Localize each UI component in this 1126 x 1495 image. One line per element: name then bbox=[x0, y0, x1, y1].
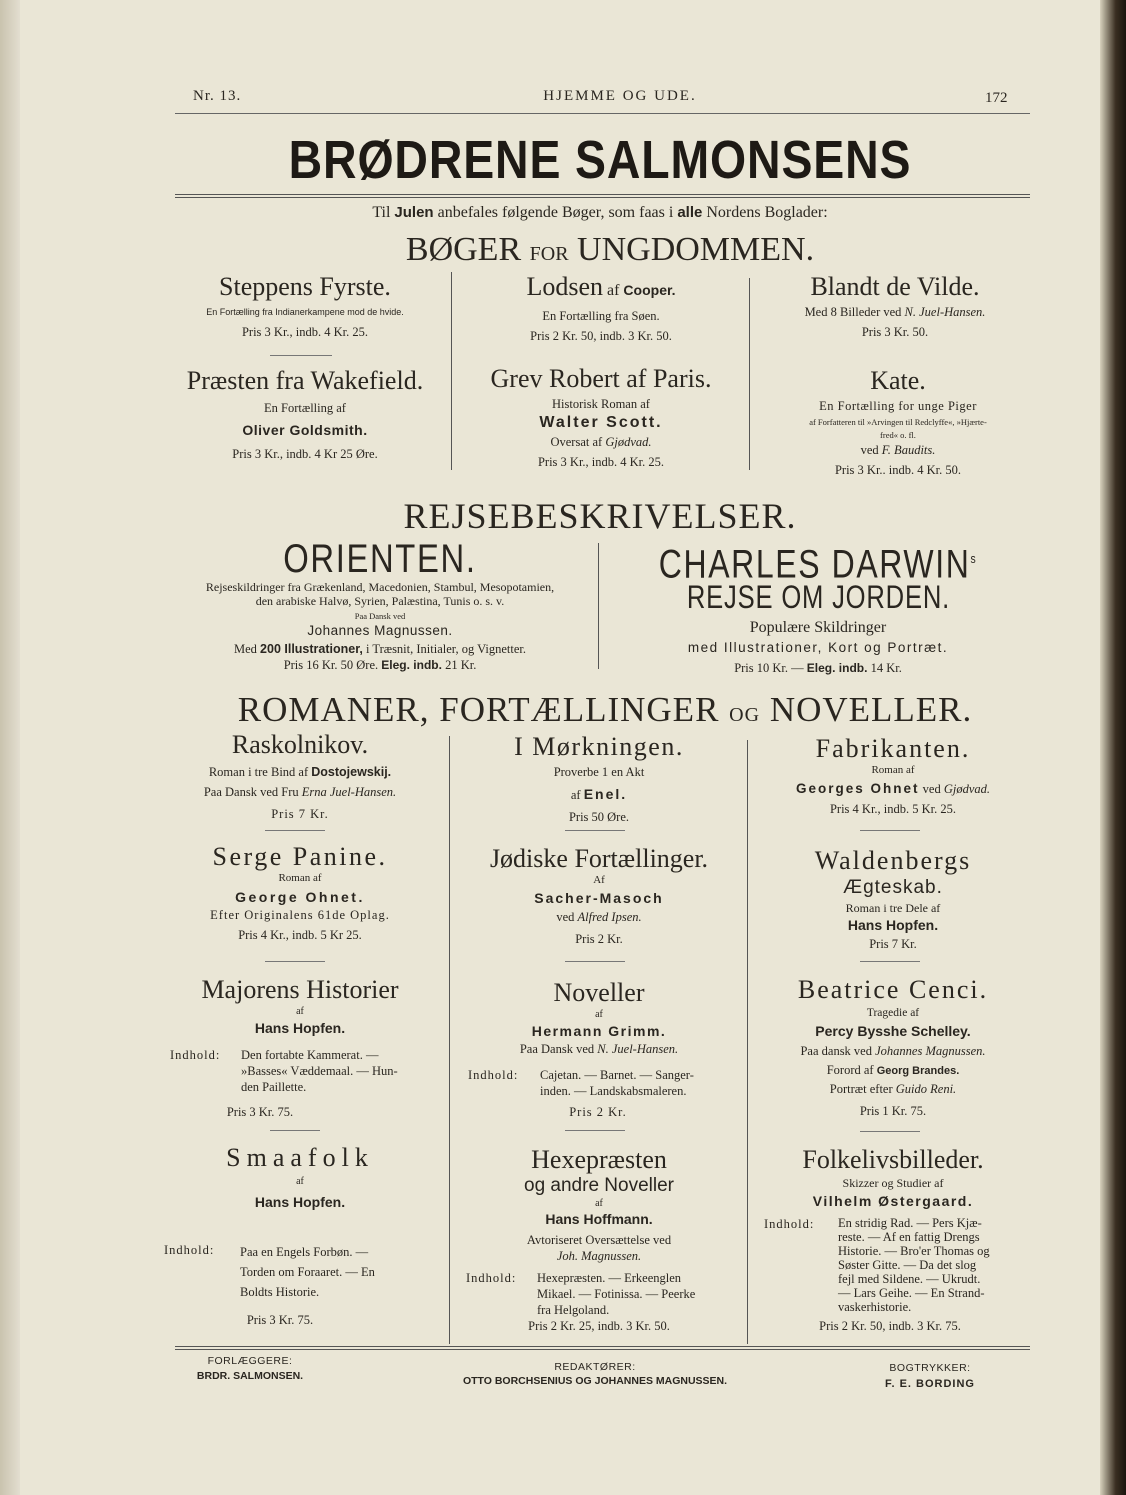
intro-pre: Til bbox=[372, 204, 395, 221]
book-price: Pris 3 Kr., indb. 4 Kr. 25. bbox=[241, 325, 369, 339]
content-line: reste. — Af en fattig Drengs bbox=[838, 1230, 980, 1244]
book-title: Fabrikanten. bbox=[815, 734, 971, 763]
book-price: Pris 16 Kr. 50 Øre. bbox=[283, 658, 382, 672]
book-desc-4: i Træsnit, Initialer, og Vignetter. bbox=[362, 642, 526, 656]
book-af: af bbox=[296, 1176, 304, 1187]
footer-publishers-label: FORLÆGGERE: bbox=[207, 1355, 293, 1367]
book-price: Pris 2 Kr. 50, indb. 3 Kr. 75. bbox=[819, 1319, 961, 1333]
book-author: Georges Ohnet bbox=[795, 781, 920, 796]
book-price: Pris 7 Kr. bbox=[869, 937, 917, 951]
book-translator: N. Juel-Hansen. bbox=[597, 1042, 679, 1056]
content-line: »Basses« Væddemaal. — Hun- bbox=[241, 1064, 398, 1078]
book-title: Beatrice Cenci. bbox=[797, 975, 989, 1004]
book-desc: Tragedie af bbox=[866, 1007, 920, 1019]
content-line: En stridig Rad. — Pers Kjæ- bbox=[838, 1216, 982, 1230]
title-rule bbox=[175, 194, 1030, 195]
book-praesten bbox=[165, 366, 445, 462]
book-price: Pris 1 Kr. 75. bbox=[859, 1104, 927, 1118]
book-af: af bbox=[595, 1009, 603, 1020]
content-line: Historie. — Bro'er Thomas og bbox=[838, 1244, 990, 1258]
book-author: Oliver Goldsmith. bbox=[242, 422, 368, 438]
content-line: Torden om Foraaret. — En bbox=[240, 1265, 375, 1279]
book-foreword-label: Forord af bbox=[826, 1063, 877, 1077]
issue-number: Nr. 13. bbox=[193, 88, 242, 104]
book-author: Hans Hopfen. bbox=[847, 917, 939, 933]
book-title: I Mørkningen. bbox=[514, 732, 684, 761]
book-title-2: og andre Noveller bbox=[524, 1175, 674, 1196]
book-price-2: 21 Kr. bbox=[441, 658, 477, 672]
book-author: Hans Hopfen. bbox=[254, 1020, 346, 1036]
rule bbox=[565, 961, 625, 962]
book-translator-label: ved bbox=[919, 782, 944, 796]
book-majorens bbox=[160, 975, 440, 1038]
book-raskolnikov bbox=[160, 730, 440, 822]
intro-alle: alle bbox=[677, 204, 703, 221]
content-line: fra Helgoland. bbox=[537, 1303, 610, 1317]
book-translator-label: Paa Dansk ved bbox=[354, 611, 406, 621]
book-fabrikanten bbox=[756, 734, 1030, 817]
rule bbox=[265, 961, 325, 962]
book-title: Hexepræsten bbox=[531, 1145, 667, 1174]
book-price: Pris 2 Kr. 50, indb. 3 Kr. 50. bbox=[530, 329, 672, 343]
footer-publishers: BRDR. SALMONSEN. bbox=[196, 1370, 304, 1382]
book-author: Cooper. bbox=[623, 282, 676, 298]
content-label: Indhold: bbox=[466, 1271, 517, 1285]
book-bound: Eleg. indb. bbox=[381, 658, 442, 672]
book-title: CHARLES DARWIN bbox=[658, 542, 971, 580]
book-kate bbox=[762, 366, 1034, 478]
section-novels-a: ROMANER, FORTÆLLINGER bbox=[237, 690, 730, 729]
footer-printer-label: BOGTRYKKER: bbox=[889, 1362, 971, 1374]
content-label: Indhold: bbox=[764, 1217, 815, 1231]
rule bbox=[265, 830, 325, 831]
binding-shadow bbox=[0, 0, 20, 1495]
book-translator-label: Avtoriseret Oversættelse ved bbox=[526, 1233, 672, 1247]
book-price: Pris 3 Kr., indb. 4 Kr. 25. bbox=[537, 455, 665, 469]
book-jodiske bbox=[458, 844, 740, 947]
intro-julen: Julen bbox=[394, 204, 434, 221]
book-title: Serge Panine. bbox=[212, 842, 388, 871]
page-edge bbox=[1100, 0, 1126, 1495]
book-author: Vilhelm Østergaard. bbox=[812, 1193, 974, 1209]
book-desc: Roman af bbox=[871, 764, 915, 776]
footer-rule bbox=[175, 1346, 1030, 1347]
book-price: Pris 2 Kr. 25, indb. 3 Kr. 50. bbox=[528, 1319, 670, 1333]
book-price: Pris 3 Kr.. indb. 4 Kr. 50. bbox=[834, 463, 962, 477]
book-desc: En Fortælling fra Indianerkampene mod de hvide. bbox=[206, 307, 404, 317]
footer-rule-2 bbox=[175, 1349, 1030, 1350]
book-author: Hans Hoffmann. bbox=[545, 1211, 653, 1227]
book-title-suffix: s bbox=[970, 551, 978, 566]
book-translator-label: Paa Dansk ved Fru bbox=[203, 785, 302, 799]
publisher-title-box bbox=[150, 127, 1050, 193]
book-translator: Erna Juel-Hansen. bbox=[301, 785, 397, 799]
content-label: Indhold: bbox=[164, 1243, 215, 1257]
book-desc-3: Med bbox=[234, 642, 261, 656]
book-title: Smaafolk bbox=[226, 1143, 374, 1172]
book-illustrations: 200 Illustrationer, bbox=[260, 642, 363, 656]
content-line: Mikael. — Fotinissa. — Peerke bbox=[537, 1287, 696, 1301]
book-price: Pris 4 Kr., indb. 5 Kr 25. bbox=[238, 928, 362, 942]
header-rule bbox=[175, 113, 1030, 114]
content-line: vaskerhistorie. bbox=[838, 1300, 912, 1314]
novels-divider-2 bbox=[747, 740, 748, 1344]
book-title: Grev Robert af Paris. bbox=[490, 364, 712, 393]
novels-divider-1 bbox=[449, 736, 450, 1344]
book-price: Pris 2 Kr. bbox=[575, 932, 623, 946]
book-serge bbox=[160, 842, 440, 943]
book-title: Raskolnikov. bbox=[231, 730, 369, 759]
book-lodsen bbox=[462, 272, 740, 344]
content-list bbox=[240, 1242, 440, 1302]
content-line: inden. — Landskabsmaleren. bbox=[540, 1084, 687, 1098]
footer-editors: OTTO BORCHSENIUS OG JOHANNES MAGNUSSEN. bbox=[462, 1375, 728, 1387]
book-author: Sacher-Masoch bbox=[534, 890, 664, 906]
rule bbox=[565, 1130, 625, 1131]
book-author: Dostojewskij. bbox=[311, 765, 392, 779]
section-youth-for: FOR bbox=[529, 243, 569, 265]
content-label: Indhold: bbox=[468, 1068, 519, 1082]
book-desc: Populære Skildringer bbox=[749, 619, 887, 636]
book-smaafolk bbox=[160, 1143, 440, 1212]
book-desc: Roman af bbox=[278, 872, 322, 884]
book-waldenbergs bbox=[756, 846, 1030, 952]
book-af: af bbox=[570, 788, 584, 802]
book-steppens bbox=[170, 272, 440, 340]
title-rule-2 bbox=[175, 197, 1030, 198]
rule bbox=[860, 961, 920, 962]
content-line: Den fortabte Kammerat. — bbox=[241, 1048, 379, 1062]
content-line: Hexepræsten. — Erkeenglen bbox=[537, 1271, 682, 1285]
book-bound: Eleg. indb. bbox=[806, 661, 868, 675]
content-line: den Paillette. bbox=[241, 1080, 307, 1094]
book-desc-2: Efter Originalens 61de Oplag. bbox=[210, 908, 390, 922]
book-desc: Skizzer og Studier af bbox=[842, 1176, 944, 1190]
book-price: Pris 2 Kr. bbox=[569, 1105, 627, 1119]
book-beatrice bbox=[756, 975, 1030, 1119]
section-novels-heading bbox=[200, 690, 1010, 735]
book-darwin bbox=[606, 538, 1030, 676]
book-translator: Gjødvad. bbox=[605, 435, 652, 449]
content-line: Cajetan. — Barnet. — Sanger- bbox=[540, 1068, 694, 1082]
content-line: — Lars Geihe. — En Strand- bbox=[838, 1286, 985, 1300]
book-af: af bbox=[296, 1006, 304, 1017]
book-price: Pris 3 Kr., indb. 4 Kr 25 Øre. bbox=[232, 447, 378, 461]
book-af: af bbox=[602, 282, 624, 299]
book-price: Pris 7 Kr. bbox=[271, 807, 329, 821]
book-title: Steppens Fyrste. bbox=[219, 272, 391, 301]
book-translator-label: Oversat af bbox=[550, 435, 606, 449]
book-title: ORIENTEN. bbox=[283, 538, 477, 580]
book-desc: Roman i tre Dele af bbox=[845, 901, 941, 915]
book-title: Jødiske Fortællinger. bbox=[489, 844, 709, 873]
book-portrait: Guido Reni. bbox=[895, 1082, 957, 1096]
book-af: af bbox=[595, 1198, 603, 1209]
book-translator-label: ved bbox=[556, 910, 578, 924]
book-translator-label: ved bbox=[860, 443, 882, 457]
book-portrait-label: Portræt efter bbox=[829, 1082, 896, 1096]
section-novels-b: NOVELLER. bbox=[760, 690, 973, 729]
content-label: Indhold: bbox=[170, 1048, 221, 1062]
book-desc: Historisk Roman af bbox=[552, 397, 650, 411]
book-price: Pris 3 Kr. 75. bbox=[226, 1105, 294, 1119]
book-hexeprasten bbox=[458, 1145, 740, 1264]
travel-divider bbox=[598, 543, 599, 669]
book-grev-robert bbox=[462, 364, 740, 470]
book-af: Af bbox=[593, 874, 605, 886]
book-translator: Johannes Magnussen. bbox=[875, 1044, 986, 1058]
footer-editors-label: REDAKTØRER: bbox=[554, 1361, 636, 1373]
book-desc: Rejseskildringer fra Grækenland, Macedonien, Stambul, Mesopotamien, bbox=[205, 580, 555, 594]
book-desc-2: den arabiske Halvø, Syrien, Palæstina, Tunis o. s. v. bbox=[255, 594, 505, 608]
content-line: Paa en Engels Forbøn. — bbox=[240, 1245, 369, 1259]
rule bbox=[860, 1131, 920, 1132]
book-desc-2: med Illustrationer, Kort og Portræt. bbox=[687, 640, 949, 655]
publisher-title: BRØDRENE SALMONSENS bbox=[288, 130, 912, 190]
book-desc: Proverbe 1 en Akt bbox=[553, 765, 645, 779]
book-desc: Med 8 Billeder ved bbox=[804, 305, 905, 319]
book-author: Walter Scott. bbox=[539, 414, 663, 431]
book-translator-label: Paa Dansk ved bbox=[519, 1042, 598, 1056]
youth-divider-1 bbox=[451, 272, 452, 470]
footer-printer: F. E. BORDING bbox=[884, 1378, 975, 1390]
content-list bbox=[838, 1216, 1030, 1314]
section-novels-og: OG bbox=[729, 704, 761, 726]
section-travel-heading: REJSEBESKRIVELSER. bbox=[403, 496, 797, 536]
youth-divider-2 bbox=[749, 278, 750, 470]
content-list bbox=[241, 1047, 441, 1095]
book-title: Waldenbergs bbox=[814, 846, 972, 875]
book-morkningen bbox=[458, 732, 740, 825]
book-illustrator: N. Juel-Hansen. bbox=[904, 305, 986, 319]
book-desc: En Fortælling af bbox=[264, 401, 346, 415]
content-line: fejl med Sildene. — Ukrudt. bbox=[838, 1272, 981, 1286]
book-folkelivs bbox=[756, 1145, 1030, 1211]
book-title-2: Ægteskab. bbox=[843, 877, 943, 898]
book-price-2: 14 Kr. bbox=[867, 661, 902, 675]
book-author: George Ohnet. bbox=[235, 889, 365, 905]
book-translator-label: Paa dansk ved bbox=[800, 1044, 876, 1058]
book-translator: Gjødvad. bbox=[943, 782, 991, 796]
book-title: Majorens Historier bbox=[201, 975, 399, 1004]
book-price: Pris 4 Kr., indb. 5 Kr. 25. bbox=[829, 802, 957, 816]
content-list bbox=[540, 1067, 740, 1099]
journal-name: HJEMME OG UDE. bbox=[543, 88, 697, 104]
book-translator: Joh. Magnussen. bbox=[556, 1249, 642, 1263]
book-desc-2: af Forfatteren til »Arvingen til Redclyffe«, »Hjærte- bbox=[809, 417, 987, 427]
book-title: Blandt de Vilde. bbox=[810, 272, 980, 301]
book-noveller bbox=[458, 978, 740, 1057]
book-desc-3: fred« o. fl. bbox=[880, 430, 916, 440]
book-author: Hans Hopfen. bbox=[254, 1194, 346, 1210]
book-author: Percy Bysshe Schelley. bbox=[815, 1023, 971, 1039]
page-number: 172 bbox=[985, 90, 1008, 106]
book-blandt bbox=[760, 272, 1030, 340]
book-title: Folkelivsbilleder. bbox=[802, 1145, 984, 1174]
content-line: Boldts Historie. bbox=[240, 1285, 320, 1299]
book-subtitle: REJSE OM JORDEN. bbox=[686, 580, 950, 614]
book-author: Hermann Grimm. bbox=[531, 1023, 667, 1039]
rule bbox=[860, 830, 920, 831]
intro-text bbox=[180, 204, 1020, 222]
book-author: Johannes Magnussen. bbox=[307, 623, 453, 638]
rule bbox=[270, 1130, 320, 1131]
content-line: Søster Gitte. — Da det slog bbox=[838, 1258, 977, 1272]
book-title: Præsten fra Wakefield. bbox=[186, 366, 424, 395]
content-list bbox=[537, 1270, 737, 1318]
book-price: Pris 3 Kr. 50. bbox=[861, 325, 929, 339]
section-youth-rest: UNGDOMMEN. bbox=[568, 231, 815, 268]
book-desc: Roman i tre Bind af bbox=[208, 765, 312, 779]
book-author: Enel. bbox=[583, 786, 628, 802]
section-youth-heading bbox=[300, 230, 920, 274]
section-youth-main: BØGER bbox=[405, 231, 530, 268]
intro-mid: anbefales følgende Bøger, som faas i bbox=[433, 204, 678, 221]
book-price: Pris 10 Kr. — bbox=[734, 661, 807, 675]
book-price: Pris 50 Øre. bbox=[568, 810, 630, 824]
intro-post: Nordens Boglader: bbox=[702, 204, 828, 221]
book-orienten bbox=[170, 538, 590, 673]
book-title: Kate. bbox=[870, 366, 926, 395]
book-price: Pris 3 Kr. 75. bbox=[246, 1313, 314, 1327]
book-title: Lodsen bbox=[526, 272, 603, 301]
book-desc: En Fortælling fra Søen. bbox=[542, 309, 660, 323]
book-desc: En Fortælling for unge Piger bbox=[819, 399, 977, 413]
book-title: Noveller bbox=[553, 978, 645, 1007]
book-foreword: Georg Brandes. bbox=[876, 1065, 960, 1077]
book-translator: Alfred Ipsen. bbox=[577, 910, 642, 924]
rule bbox=[270, 355, 332, 356]
rule bbox=[565, 830, 625, 831]
book-translator: F. Baudits. bbox=[881, 443, 936, 457]
